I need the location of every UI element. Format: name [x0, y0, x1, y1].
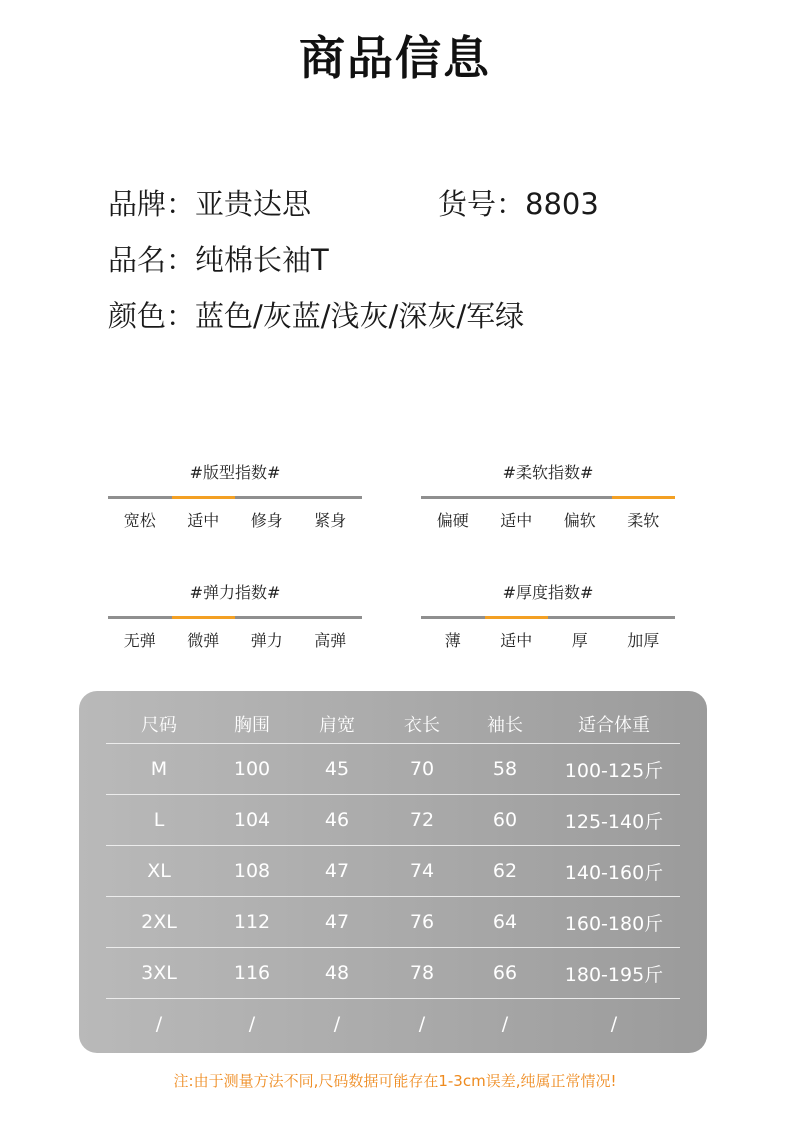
- thickness-option: 薄: [444, 631, 461, 650]
- measurement-note: 注:由于测量方法不同,尺码数据可能存在1-3cm误差,纯属正常情况!: [173, 1072, 617, 1090]
- table-cell: 180-195斤: [548, 948, 680, 999]
- thickness-option: 加厚: [627, 631, 660, 650]
- item-code-line: [438, 182, 599, 223]
- table-cell: 46: [292, 795, 382, 846]
- elasticity-option: 高弹: [314, 631, 347, 650]
- fit-index: [108, 460, 362, 531]
- table-cell: 104: [212, 795, 292, 846]
- length-header: 衣长: [382, 705, 462, 744]
- table-cell: /: [501, 1013, 509, 1035]
- table-cell: 112: [212, 897, 292, 948]
- size-table-header-row: [106, 705, 680, 744]
- softness-option: 适中: [500, 511, 533, 530]
- table-cell: 100-125斤: [548, 744, 680, 795]
- softness-index: [421, 460, 675, 531]
- table-cell: /: [155, 1013, 163, 1035]
- table-cell: 100: [212, 744, 292, 795]
- table-cell: /: [418, 1013, 426, 1035]
- table-row: [106, 948, 680, 999]
- chest-header: 胸围: [212, 705, 292, 744]
- fit-index-bar: [108, 496, 362, 499]
- elasticity-option: 微弹: [187, 631, 220, 650]
- elasticity-option: 弹力: [250, 631, 283, 650]
- table-row: [106, 897, 680, 948]
- color-value: 蓝色/灰蓝/浅灰/深灰/军绿: [195, 299, 525, 333]
- color-line: [108, 294, 524, 335]
- table-cell: 48: [292, 948, 382, 999]
- softness-index-bar: [421, 496, 675, 499]
- sleeve-header: 袖长: [462, 705, 548, 744]
- thickness-index-title: #厚度指数#: [502, 583, 594, 602]
- elasticity-index-title: #弹力指数#: [189, 583, 281, 602]
- table-cell: 140-160斤: [548, 846, 680, 897]
- thickness-option: 厚: [571, 631, 588, 650]
- softness-option: 偏硬: [436, 511, 469, 530]
- size-header: 尺码: [106, 705, 212, 744]
- elasticity-index: [108, 580, 362, 651]
- fit-option: 适中: [187, 511, 220, 530]
- table-cell: 74: [382, 846, 462, 897]
- softness-index-marker: [612, 496, 676, 499]
- table-row: [106, 795, 680, 846]
- weight-header: 适合体重: [548, 705, 680, 744]
- brand-label: 品牌：: [108, 187, 196, 221]
- table-cell: 160-180斤: [548, 897, 680, 948]
- thickness-index: [421, 580, 675, 651]
- table-cell: 47: [292, 897, 382, 948]
- table-cell: 2XL: [106, 897, 212, 948]
- table-cell: 64: [462, 897, 548, 948]
- table-row: [106, 744, 680, 795]
- table-cell: 125-140斤: [548, 795, 680, 846]
- table-cell: /: [248, 1013, 256, 1035]
- product-name-value: 纯棉长袖T: [195, 243, 329, 277]
- item-code-label: 货号：: [438, 187, 526, 221]
- table-cell: 70: [382, 744, 462, 795]
- product-name-line: [108, 238, 329, 279]
- table-cell: L: [106, 795, 212, 846]
- table-cell: /: [610, 1013, 618, 1035]
- table-cell: 76: [382, 897, 462, 948]
- table-row: [106, 999, 680, 1050]
- color-label: 颜色：: [108, 299, 196, 333]
- elasticity-option: 无弹: [123, 631, 156, 650]
- table-cell: 47: [292, 846, 382, 897]
- fit-index-marker: [172, 496, 236, 499]
- fit-option: 宽松: [123, 511, 156, 530]
- page-title: 商品信息: [299, 31, 491, 85]
- table-row: [106, 846, 680, 897]
- size-chart-panel: [79, 691, 707, 1053]
- table-cell: 58: [462, 744, 548, 795]
- table-cell: 116: [212, 948, 292, 999]
- thickness-index-marker: [485, 616, 549, 619]
- table-cell: 78: [382, 948, 462, 999]
- elasticity-index-bar: [108, 616, 362, 619]
- table-cell: 108: [212, 846, 292, 897]
- fit-index-title: #版型指数#: [189, 463, 281, 482]
- table-cell: 62: [462, 846, 548, 897]
- softness-option: 柔软: [627, 511, 660, 530]
- shoulder-header: 肩宽: [292, 705, 382, 744]
- table-cell: 3XL: [106, 948, 212, 999]
- table-cell: 72: [382, 795, 462, 846]
- thickness-option: 适中: [500, 631, 533, 650]
- item-code-value: 8803: [525, 187, 599, 221]
- table-cell: M: [106, 744, 212, 795]
- elasticity-index-marker: [172, 616, 236, 619]
- table-cell: 60: [462, 795, 548, 846]
- fit-option: 修身: [250, 511, 283, 530]
- fit-option: 紧身: [314, 511, 347, 530]
- table-cell: XL: [106, 846, 212, 897]
- thickness-index-bar: [421, 616, 675, 619]
- table-cell: 66: [462, 948, 548, 999]
- size-table: [106, 705, 680, 1049]
- brand-value: 亚贵达思: [195, 187, 312, 221]
- table-cell: 45: [292, 744, 382, 795]
- softness-option: 偏软: [563, 511, 596, 530]
- table-cell: /: [333, 1013, 341, 1035]
- brand-line: [108, 182, 311, 223]
- softness-index-title: #柔软指数#: [502, 463, 594, 482]
- product-name-label: 品名：: [108, 243, 196, 277]
